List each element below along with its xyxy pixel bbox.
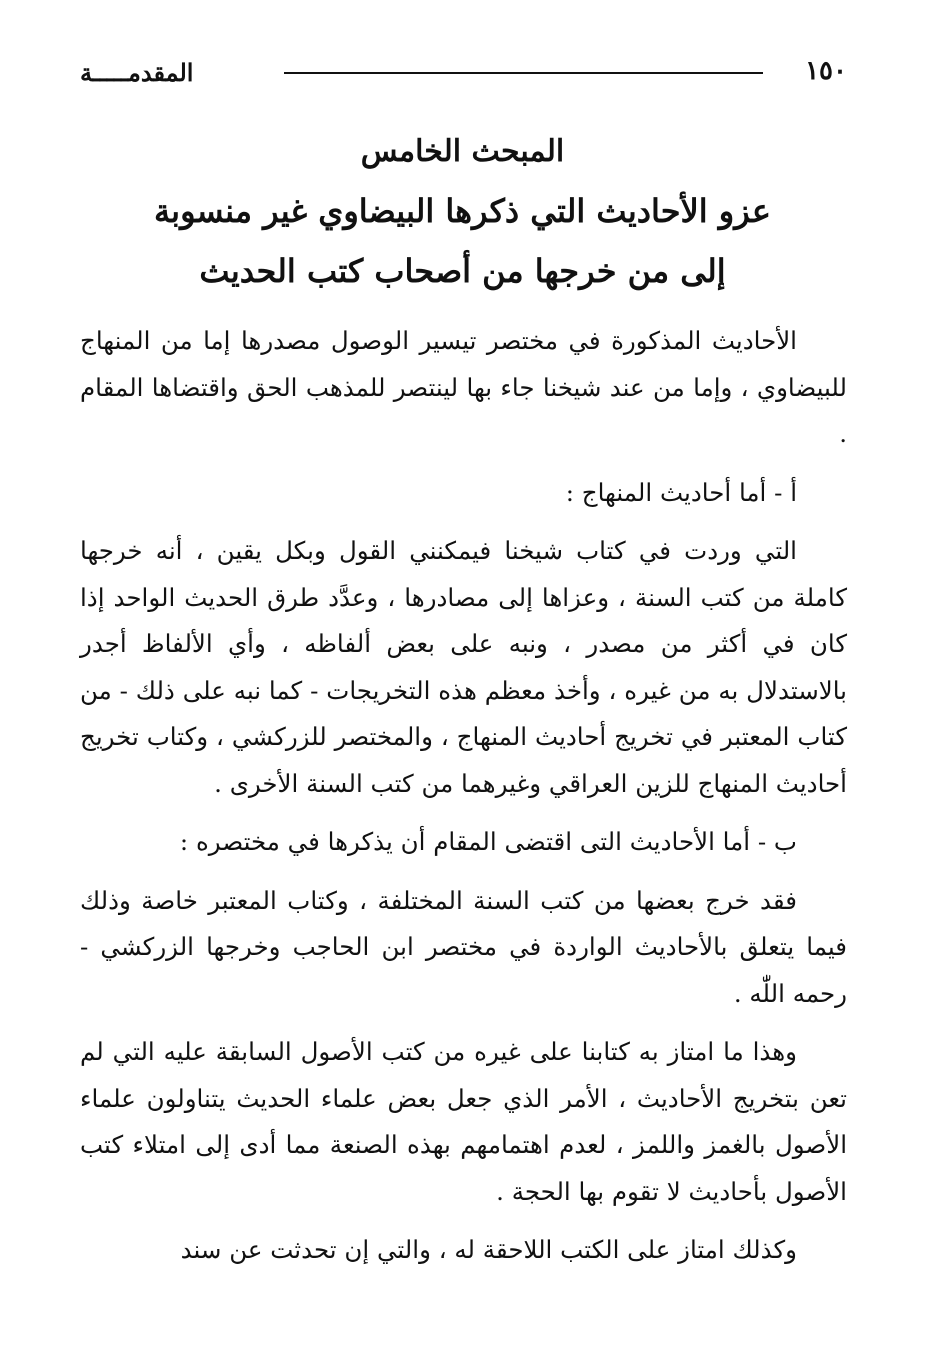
running-header-title: المقدمـــــة bbox=[80, 58, 194, 87]
body-text bbox=[80, 318, 847, 1274]
paragraph-minhaj-hadiths: التي وردت في كتاب شيخنا فيمكنني القول وبكل يقين ، أنه خرجها كاملة من كتب السنة ، وعزاها إلى مصادرها ، وعدَّد طرق الحديث الواحد إذا كان في أكثر من مصدر ، ونبه على بعض ألفاظه ، وأي الألفاظ أجدر بالاستدلال به من غيره ، وأخذ معظم هذه التخريجات - كما نبه على ذلك - من كتاب المعتبر في تخريج أحاديث المنهاج ، والمختصر للزركشي ، وكتاب تخريج أحاديث المنهاج للزين العراقي وغيرهما من كتب السنة الأخرى . bbox=[80, 536, 847, 798]
paragraph-intro: الأحاديث المذكورة في مختصر تيسير الوصول مصدرها إما من المنهاج للبيضاوي ، وإما من عند شيخنا جاء بها لينتصر للمذهب الحق واقتضاها المقام . bbox=[80, 326, 847, 448]
chapter-title-line-2: إلى من خرجها من أصحاب كتب الحديث bbox=[199, 252, 726, 290]
subheading-ba: ب - أما الأحاديث التى اقتضى المقام أن يذكرها في مختصره : bbox=[179, 827, 797, 856]
chapter-title-line-1: عزو الأحاديث التي ذكرها البيضاوي غير منسوبة bbox=[154, 192, 771, 230]
subheading-alef: أ - أما أحاديث المنهاج : bbox=[565, 477, 797, 507]
paragraph-other-hadiths: فقد خرج بعضها من كتب السنة المختلفة ، وكتاب المعتبر خاصة وذلك فيما يتعلق بالأحاديث الواردة في مختصر ابن الحاجب وخرجها الزركشي - رحمه اللّٰه . bbox=[80, 885, 847, 1008]
paragraph-distinction: وهذا ما امتاز به كتابنا على غيره من كتب الأصول السابقة عليه التي لم تعن بتخريج الأحاديث ، الأمر الذي جعل بعض علماء الحديث يتناولون علماء الأصول بالغمز واللمز ، لعدم اهتمامهم بهذه الصنعة مما أدى إلى امتلاء كتب الأصول بأحاديث لا تقوم بها الحجة . bbox=[80, 1037, 847, 1206]
section-heading: المبحث الخامس bbox=[360, 134, 565, 169]
running-header bbox=[80, 58, 847, 94]
page-number: ١٥٠ bbox=[805, 56, 847, 86]
header-rule bbox=[284, 72, 763, 74]
paragraph-continuation: وكذلك امتاز على الكتب اللاحقة له ، والتي إن تحدثت عن سند bbox=[180, 1235, 797, 1264]
